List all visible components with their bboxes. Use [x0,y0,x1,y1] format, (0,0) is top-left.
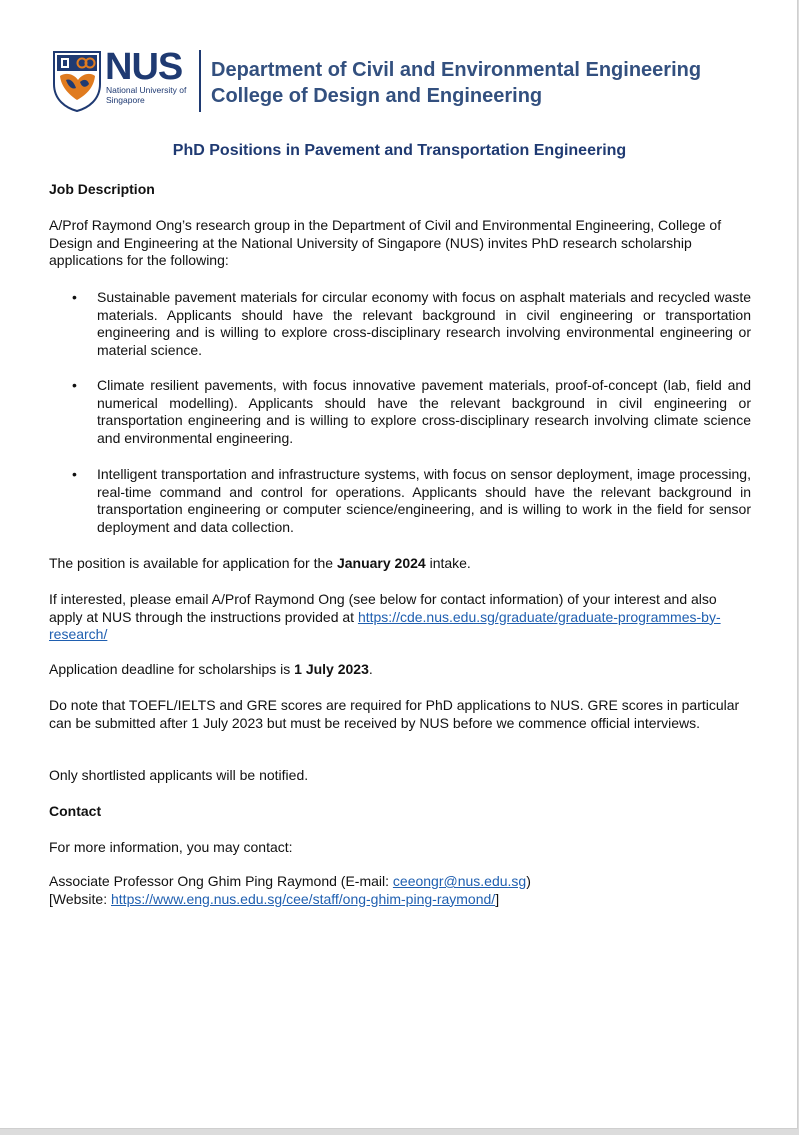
requirements-note: Do note that TOEFL/IELTS and GRE scores are required for PhD applications to NUS. GRE scores in particular can be submitted after 1 July 2023 but must be received by NUS before we commence official interviews. [49,697,740,731]
bullet-marker: • [72,466,77,482]
intake-suffix: intake. [425,555,471,571]
bullet-item-intelligent-transportation: Intelligent transportation and infrastructure systems, with focus on sensor deployment, image processing, real-time command and control for operations. Applicants should have the relevant background in transportation engineering or computer science/engineering, and is willing to work in the field for sensor deployment and data collection. [97,466,751,535]
deadline-prefix: Application deadline for scholarships is [49,661,295,677]
shortlist-note: Only shortlisted applicants will be notified. [49,767,309,783]
bullet-marker: • [72,377,77,393]
website-suffix: ] [495,890,500,907]
contact-intro: For more information, you may contact: [49,839,293,855]
bullet-item-sustainable-materials: Sustainable pavement materials for circular economy with focus on asphalt materials and recycled waste materials. Applicants should have the relevant background in civil engineering or transportation engineering and is willing to explore cross-disciplinary research involving environmental engineering or material science. [97,289,751,358]
contact-details [49,873,752,908]
apply-text: If interested, please email A/Prof Raymond Ong (see below for contact information) of your interest and also apply at NUS through the instructions provided at [49,591,717,625]
bullet-marker: • [72,289,77,305]
intake-date: January 2024 [336,555,426,571]
logo-wordmark: NUS [105,46,183,88]
intro-paragraph: A/Prof Raymond Ong’s research group in the Department of Civil and Environmental Engineering, College of Design and Engineering at the National University of Singapore (NUS) invites PhD research scholarship applications for the following: [49,217,722,268]
job-description-heading: Job Description [49,181,155,197]
website-link[interactable]: https://www.eng.nus.edu.sg/cee/staff/ong-ghim-ping-raymond/ [111,890,496,907]
contact-person: Associate Professor Ong Ghim Ping Raymond (E-mail: [49,873,393,889]
nus-crest-icon [52,50,102,112]
deadline-paragraph [49,661,752,679]
contact-heading: Contact [49,803,102,819]
deadline-suffix: . [368,661,373,677]
intake-paragraph [49,555,752,573]
apply-link[interactable]: https://cde.nus.edu.sg/graduate/graduate-programmes-by-research/ [49,608,721,642]
website-prefix: [Website: [49,890,111,907]
header-divider [199,50,201,112]
department-name: Department of Civil and Environmental Engineering [211,59,702,81]
apply-paragraph [49,591,752,644]
contact-email-link[interactable]: ceeongr@nus.edu.sg [392,873,527,889]
letterhead [52,48,772,114]
contact-person-suffix: ) [526,873,531,889]
deadline-date: 1 July 2023 [294,661,369,677]
bullet-item-climate-resilient: Climate resilient pavements, with focus innovative pavement materials, proof-of-concept (lab, field and numerical modelling). Applicants should have the relevant background in civil engineering or transportation engineering and is willing to explore cross-disciplinary research involving climate science and environmental engineering. [97,377,751,446]
intake-prefix: The position is available for application for the [49,555,337,571]
logo-subtitle: National University of Singapore [106,85,187,105]
page-title: PhD Positions in Pavement and Transportation Engineering [172,142,627,159]
college-name: College of Design and Engineering [211,85,543,107]
